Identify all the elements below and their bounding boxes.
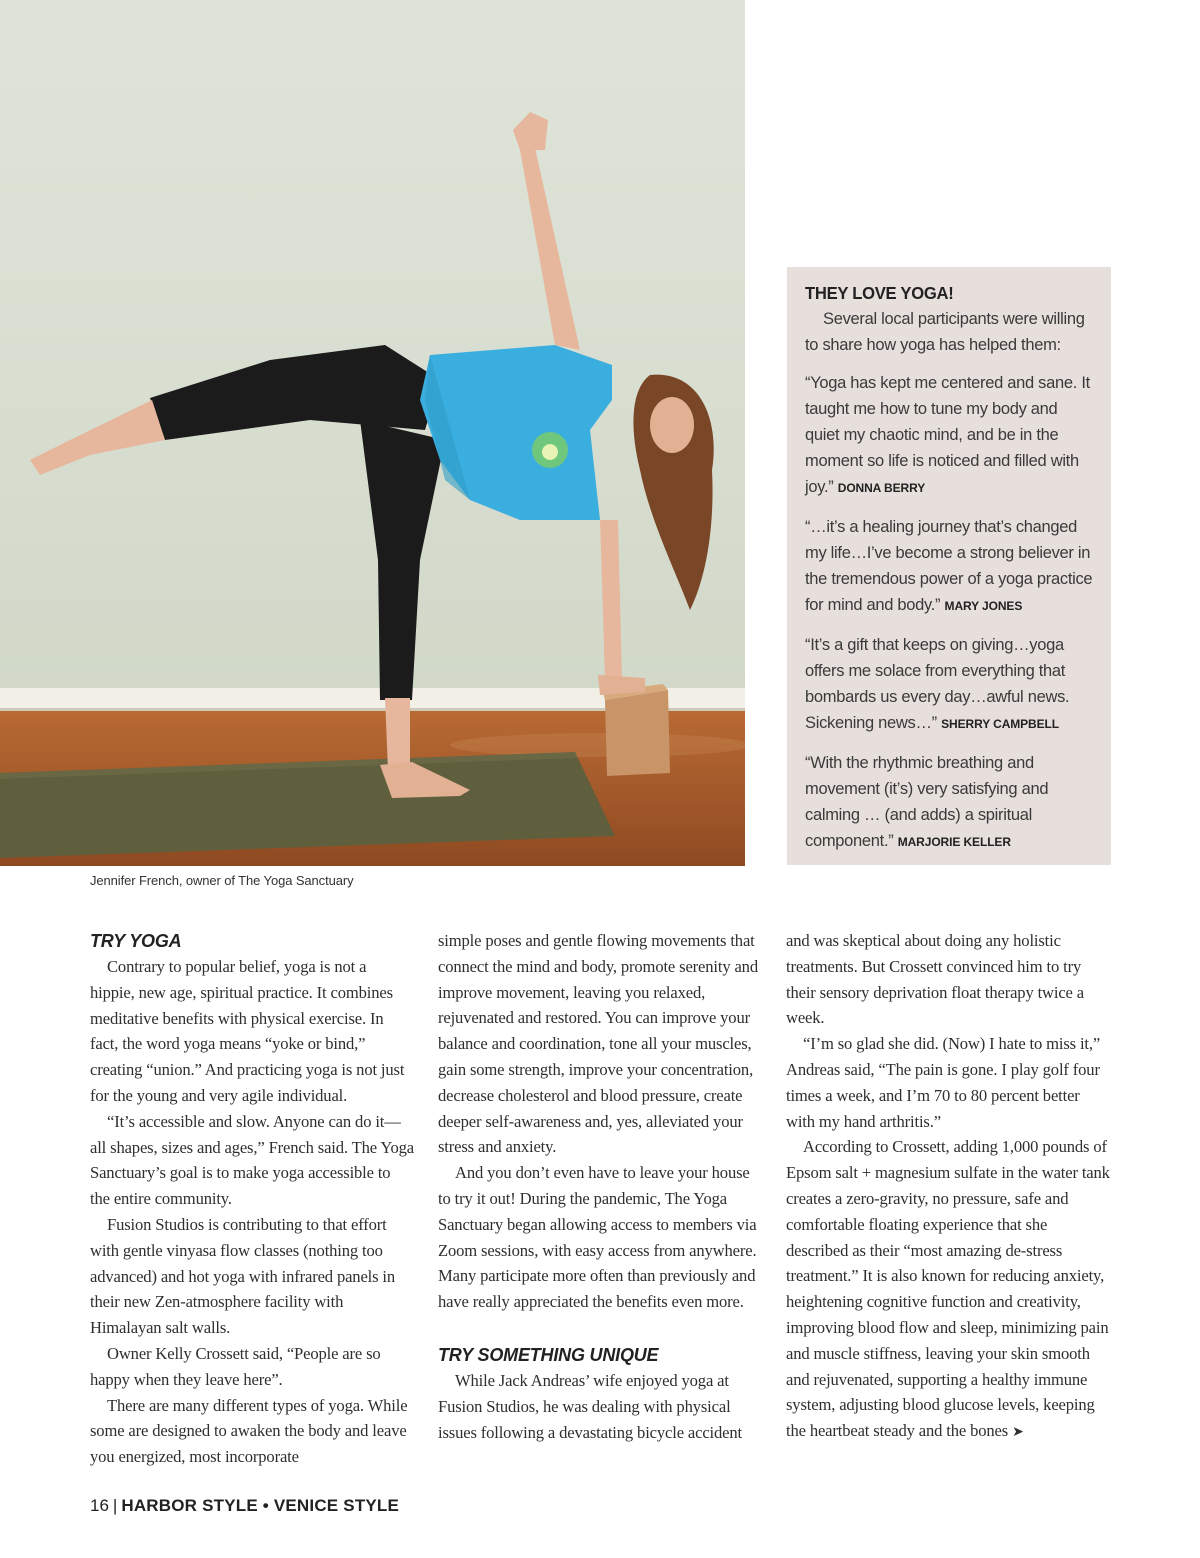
article-paragraph: simple poses and gentle flowing movements that connect the mind and body, promote serenity and improve movement, leaving you relaxed, rejuvenated and restored. You can improve your balance and coordination, tone all your muscles, gain some strength, improve your concentration, decrease cholesterol and blood pressure, create deeper self-awareness and, yes, alleviated your stress and anxiety. xyxy=(438,931,758,1157)
publication-name: HARBOR STYLE • VENICE STYLE xyxy=(121,1496,400,1515)
article-paragraph: There are many different types of yoga. While some are designed to awaken the body and leave you energized, most incorporate xyxy=(90,1395,408,1467)
article-column-3 xyxy=(786,928,1110,1446)
article-column-1 xyxy=(90,928,414,1470)
article-column-2 xyxy=(438,928,762,1445)
sidebar-intro: Several local participants were willing to share how yoga has helped them: xyxy=(805,310,1085,354)
continue-arrow-icon: ➤ xyxy=(1012,1424,1024,1441)
article-paragraph: and was skeptical about doing any holistic treatments. But Crossett convinced him to try their sensory deprivation float therapy twice a week. xyxy=(786,931,1084,1028)
article-paragraph-text: According to Crossett, adding 1,000 pounds of Epsom salt + magnesium sulfate in the water tank creates a zero-gravity, no pressure, safe and comfortable floating experience that she described as their “most amazing de-stress treatment.” It is also known for reducing anxiety, heightening cognitive function and creativity, improving blood flow and sleep, minimizing pain and muscle stiffness, leaving your skin smooth and rejuvenated, supporting a healthy immune system, adjusting blood glucose levels, keeping the heartbeat steady and the bones xyxy=(786,1137,1110,1441)
section-heading-try-yoga: TRY YOGA xyxy=(90,931,182,951)
page-footer xyxy=(90,1496,399,1516)
testimonial-author: DONNA BERRY xyxy=(837,481,926,495)
article-paragraph: Contrary to popular belief, yoga is not a hippie, new age, spiritual practice. It combines meditative benefits with physical exercise. In fact, the word yoga means “yoke or bind,” creating “union.” And practicing yoga is not just for the young and very agile individual. xyxy=(90,957,405,1105)
testimonial-text: “…it’s a healing journey that’s changed my life…I’ve become a strong believer in the tremendous power of a yoga practice for mind and body.” xyxy=(805,518,1093,614)
article-paragraph: And you don’t even have to leave your house to try it out! During the pandemic, The Yoga Sanctuary began allowing access to members via Zoom sessions, with easy access from anywhere. Many participate more often than previously and have really appreciated the benefits even more. xyxy=(438,1163,757,1312)
article-paragraph: While Jack Andreas’ wife enjoyed yoga at Fusion Studios, he was dealing with physical issues following a devastating bicycle accident xyxy=(438,1370,742,1442)
testimonials-sidebar xyxy=(787,267,1111,865)
testimonial-author: MARJORIE KELLER xyxy=(897,835,1011,849)
testimonial xyxy=(805,514,1095,619)
footer-separator: | xyxy=(112,1496,118,1515)
yoga-pose-illustration xyxy=(0,0,745,866)
page-number: 16 xyxy=(90,1496,109,1515)
testimonial-text: “It’s a gift that keeps on giving…yoga offers me solace from everything that bombards us every day…awful news. Sickening news…” xyxy=(805,636,1070,732)
feature-photo xyxy=(0,0,745,866)
testimonial xyxy=(805,632,1095,737)
testimonial-author: MARY JONES xyxy=(944,599,1023,613)
article-paragraph xyxy=(786,1134,1110,1446)
testimonial-text: “Yoga has kept me centered and sane. It taught me how to tune my body and quiet my chaotic mind, and be in the moment so life is noticed and filled with joy.” xyxy=(805,374,1090,496)
article-paragraph: “I’m so glad she did. (Now) I hate to miss it,” Andreas said, “The pain is gone. I play golf four times a week, and I’m 70 to 80 percent better with my hand arthritis.” xyxy=(786,1034,1101,1131)
sidebar-title: THEY LOVE YOGA! xyxy=(805,283,954,303)
section-heading-try-something-unique: TRY SOMETHING UNIQUE xyxy=(438,1344,659,1365)
article-paragraph: Owner Kelly Crossett said, “People are so happy when they leave here”. xyxy=(90,1343,381,1389)
testimonial-author: SHERRY CAMPBELL xyxy=(941,717,1059,731)
testimonial xyxy=(805,370,1095,501)
article-paragraph: Fusion Studios is contributing to that effort with gentle vinyasa flow classes (nothing too advanced) and hot yoga with infrared panels in their new Zen-atmosphere facility with Himalayan salt walls. xyxy=(90,1214,396,1338)
testimonial xyxy=(805,750,1095,855)
article-paragraph: “It’s accessible and slow. Anyone can do it—all shapes, sizes and ages,” French said. The Yoga Sanctuary’s goal is to make yoga accessible to the entire community. xyxy=(90,1111,414,1209)
testimonial-text: “With the rhythmic breathing and movement (it’s) very satisfying and calming … (and adds) a spiritual component.” xyxy=(805,754,1049,850)
photo-caption: Jennifer French, owner of The Yoga Sanctuary xyxy=(90,873,354,888)
